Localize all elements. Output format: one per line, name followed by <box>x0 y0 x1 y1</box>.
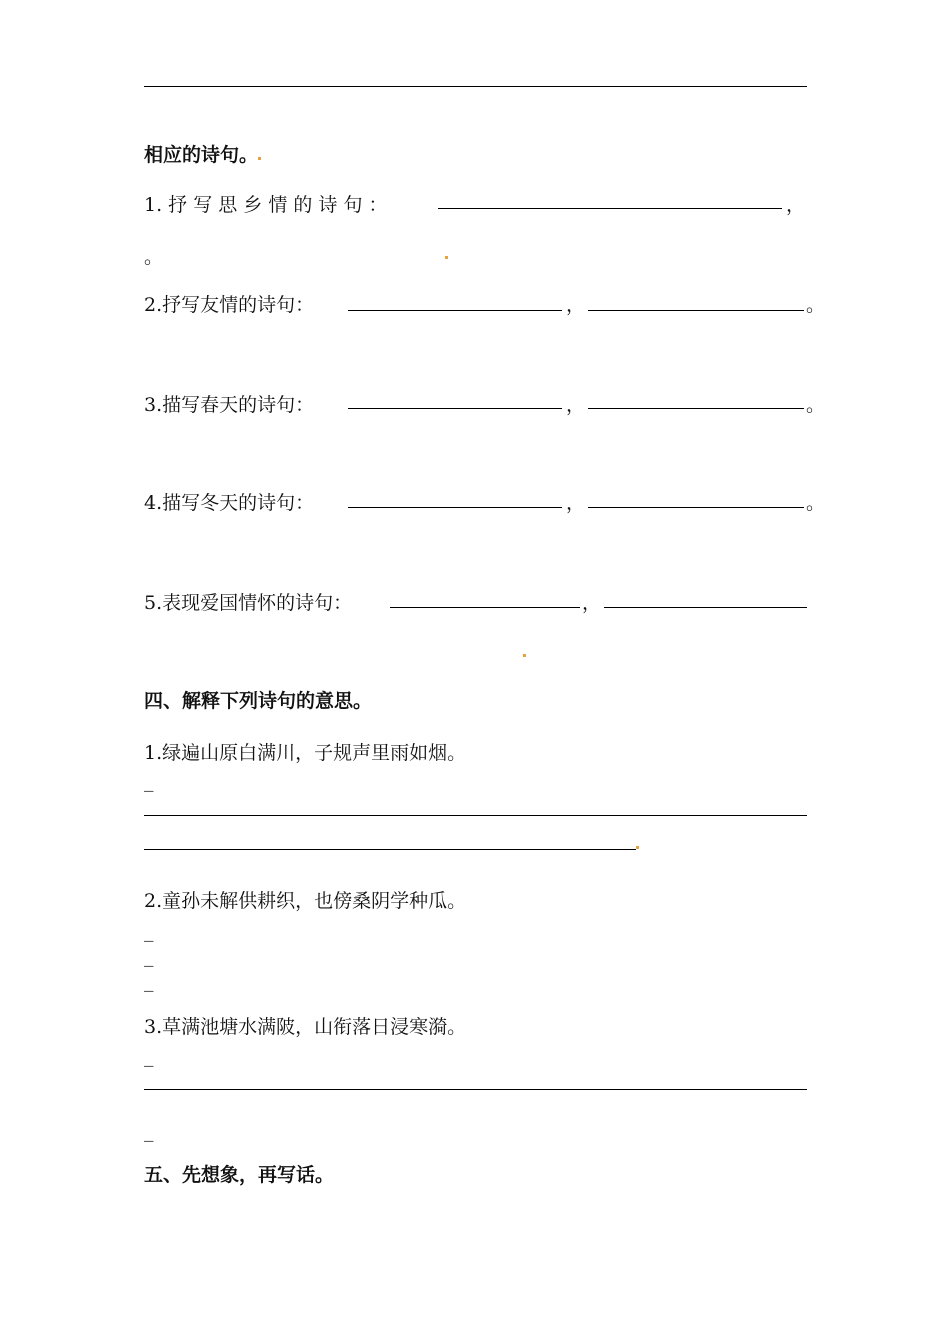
question-label: 5.表现爱国情怀的诗句： <box>144 592 353 614</box>
marker-dot <box>258 157 261 160</box>
header-rule <box>144 86 807 87</box>
answer-blank[interactable] <box>348 408 562 409</box>
period: 。 <box>144 246 164 268</box>
period: 。 <box>806 394 826 416</box>
answer-blank[interactable] <box>604 607 807 608</box>
answer-line[interactable] <box>144 849 636 850</box>
marker-dot <box>636 846 639 849</box>
answer-dash: _ <box>144 920 154 942</box>
poem-line: 3.草满池塘水满陂，山衔落日浸寒漪。 <box>144 1016 467 1038</box>
comma: ， <box>786 194 806 216</box>
answer-blank[interactable] <box>588 507 804 508</box>
marker-dot <box>445 256 448 259</box>
section-heading: 相应的诗句。 <box>144 144 259 166</box>
section-heading: 四、解释下列诗句的意思。 <box>144 690 373 712</box>
answer-line[interactable] <box>144 1089 807 1090</box>
poem-line: 1.绿遍山原白满川，子规声里雨如烟。 <box>144 742 467 764</box>
answer-line[interactable] <box>144 815 807 816</box>
section-heading: 五、先想象，再写话。 <box>144 1164 335 1186</box>
marker-dot <box>523 654 526 657</box>
answer-dash: _ <box>144 1120 154 1142</box>
question-label: 3.描写春天的诗句： <box>144 394 315 416</box>
comma: ， <box>566 394 586 416</box>
poem-line: 2.童孙未解供耕织，也傍桑阴学种瓜。 <box>144 890 467 912</box>
period: 。 <box>806 294 826 316</box>
period: 。 <box>806 492 826 514</box>
answer-dash: _ <box>144 770 154 792</box>
answer-blank[interactable] <box>348 507 562 508</box>
comma: ， <box>582 592 602 614</box>
answer-blank[interactable] <box>348 310 562 311</box>
answer-dash: _ <box>144 1045 154 1067</box>
answer-blank[interactable] <box>390 607 580 608</box>
answer-blank[interactable] <box>588 310 804 311</box>
answer-dash: _ <box>144 970 154 992</box>
question-label: 2.抒写友情的诗句： <box>144 294 315 316</box>
comma: ， <box>566 492 586 514</box>
answer-blank[interactable] <box>588 408 804 409</box>
comma: ， <box>566 294 586 316</box>
answer-dash: _ <box>144 945 154 967</box>
answer-blank[interactable] <box>438 208 782 209</box>
question-label: 1. 抒 写 思 乡 情 的 诗 句 ： <box>144 194 388 216</box>
question-label: 4.描写冬天的诗句： <box>144 492 315 514</box>
